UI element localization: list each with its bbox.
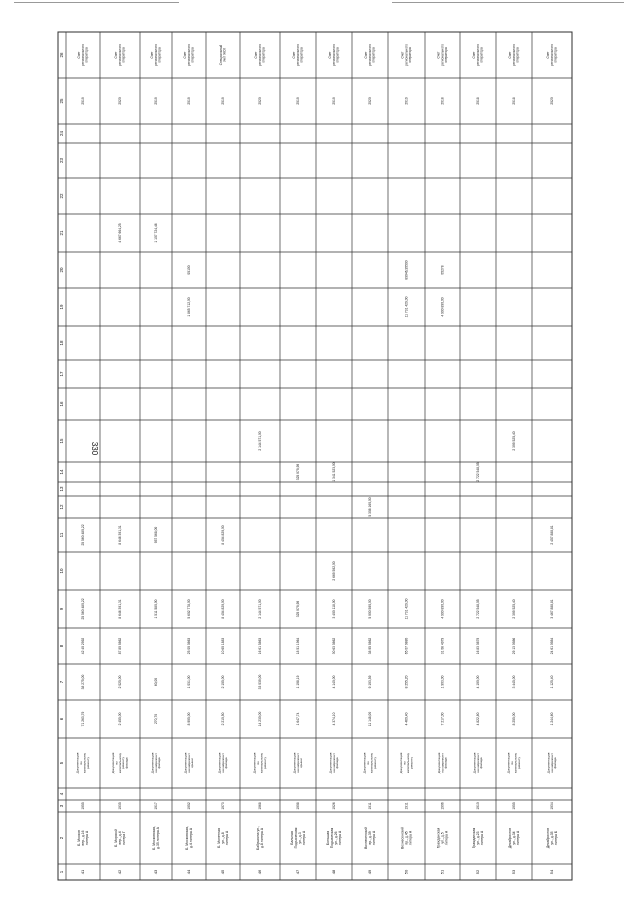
row-work-kind: фасада [157, 757, 162, 769]
row-funding-source: оператора [443, 47, 448, 63]
row-value-c7: 8 255,20 [404, 675, 409, 689]
row-address: литера Г [121, 831, 126, 845]
row-address: ул., д.8 [220, 832, 225, 844]
row-work-kind: ремонту [516, 757, 521, 769]
row-funding-source: Счет [508, 51, 513, 59]
row-funding-source: счет ЖСК [222, 47, 227, 63]
row-value-year: 1935 [117, 802, 122, 810]
row-value-c7: 1 198,19 [295, 675, 300, 689]
row-value-c15: 2 399 525,40 [511, 431, 516, 451]
header-number-9: 9 [59, 607, 65, 611]
row-value-c6: 71 263,79 [80, 711, 85, 727]
row-address: литера А [301, 830, 306, 846]
header-number-3: 3 [59, 804, 65, 808]
header-number-12: 12 [59, 504, 65, 510]
row-funding-source: оператора [407, 47, 412, 63]
row-value-c10: 2 669 592,00 [331, 561, 336, 581]
row-work-kind: на капремонт [549, 753, 554, 773]
row-number: 48 [331, 869, 337, 875]
row-address: ул., д.34 [511, 831, 516, 845]
row-funding-source: Счет [546, 51, 551, 59]
row-value-c8: 29 13 0986 [511, 637, 516, 655]
row-value-year: 1911 [404, 802, 409, 810]
row-value-c8: 10 60 1883 [220, 637, 225, 655]
row-address: литера А [408, 830, 413, 846]
row-funding-source: регионального [80, 44, 85, 66]
row-value-c7: 9 193,59 [367, 675, 372, 689]
row-value-c8: 65 07 0880 [404, 637, 409, 655]
header-number-14: 14 [59, 469, 65, 475]
row-funding-source: регионального [367, 44, 372, 66]
row-work-kind: Документация [362, 752, 367, 774]
row-work-kind: Документация [217, 752, 222, 774]
row-work-kind: ремонту [85, 757, 90, 769]
row-value-c7: 4 140,00 [331, 675, 336, 689]
row-address: ул., д.26 [333, 831, 338, 845]
row-value-c11: 25 560 480,22 [80, 524, 85, 546]
row-funding-source: регионального [331, 44, 336, 66]
row-funding-source: оператора [515, 47, 520, 63]
row-value-year: 1926 [331, 802, 336, 810]
row-address: ул., д.3 [297, 832, 302, 844]
row-work-kind: на капремонт [220, 753, 225, 773]
row-funding-source: Счет [436, 51, 441, 59]
row-value-c21: 4 667 664,25 [117, 223, 122, 243]
row-funding-source: оператора [479, 47, 484, 63]
row-work-kind: капитальному [406, 752, 411, 774]
row-work-kind: по [114, 761, 119, 765]
row-work-kind: капитальному [369, 752, 374, 774]
row-value-c20: 89046,95590 [404, 260, 409, 280]
row-value-year: 1955 [80, 802, 85, 810]
row-funding-source: Счет [114, 51, 119, 59]
row-address: ул., д.35 [549, 831, 554, 845]
row-address: Вознесенский [400, 827, 405, 849]
row-value-c9: 11 731 429,00 [404, 598, 409, 620]
row-value-c9: 8 646 391,31 [117, 599, 122, 619]
row-address: Б. Московская, [184, 826, 189, 850]
row-value-p: 2019 [153, 97, 158, 105]
row-value-c14: 1 341 523,00 [331, 462, 336, 482]
page-number: 330 [90, 441, 100, 456]
row-value-p: 2018 [440, 97, 445, 105]
row-value-c6: 14 230,00 [257, 711, 262, 727]
row-value-c6: 8 995,00 [186, 712, 191, 726]
header-number-6: 6 [59, 717, 65, 721]
row-value-c6: 4 822,80 [475, 712, 480, 726]
row-value-c12: 5 308 160,00 [367, 497, 372, 517]
row-number: 41 [80, 869, 86, 875]
row-value-c9: 25 560 480,22 [80, 598, 85, 620]
row-value-c7: 2 025,00 [117, 675, 122, 689]
row-value-c6: 4 460,40 [404, 712, 409, 726]
row-value-c7: 3 445,00 [511, 675, 516, 689]
row-value-c9: 2 722 548,05 [475, 599, 480, 619]
row-work-kind: Документация [436, 752, 441, 774]
row-value-c6: 7 217,00 [440, 712, 445, 726]
row-address: д.4 литера А [188, 828, 193, 848]
row-work-kind: Документация [252, 752, 257, 774]
row-value-year: 1955 [511, 802, 516, 810]
row-value-year: 1911 [367, 802, 372, 810]
row-address: Декабристов [545, 827, 550, 849]
row-address: пер., д.4 [117, 831, 122, 845]
row-funding-source: Специальный [219, 44, 224, 66]
header-number-20: 20 [59, 267, 65, 273]
row-address: пер., д.16 [80, 830, 85, 846]
row-value-c11: 2 457 888,81 [549, 525, 554, 545]
row-work-kind: фасада [124, 757, 129, 769]
row-value-c9: 3 467 888,81 [549, 599, 554, 619]
row-value-year: 1908 [295, 802, 300, 810]
row-value-p: 2018 [475, 97, 480, 105]
row-value-c6: 4 374,10 [331, 712, 336, 726]
header-number-25: 25 [59, 98, 65, 104]
row-funding-source: регионального [153, 44, 158, 66]
row-address: пр., д.45 [404, 831, 409, 845]
row-address: литера А [515, 830, 520, 846]
row-value-c9: 5 900 590,00 [367, 599, 372, 619]
row-work-kind: Документация [472, 752, 477, 774]
row-funding-source: регионального [440, 44, 445, 66]
row-address: ул., д.5 [440, 832, 445, 844]
row-work-kind: по [366, 761, 371, 765]
header-number-17: 17 [59, 371, 65, 377]
row-value-c7: 1 903,00 [440, 675, 445, 689]
row-value-c7: 2 105,00 [220, 675, 225, 689]
row-value-c6: 11 148,00 [367, 711, 372, 727]
row-number: 46 [257, 869, 263, 875]
row-value-c8: 38 95 9862 [367, 637, 372, 655]
row-work-kind: фасада [443, 757, 448, 769]
row-address: литера А [479, 830, 484, 846]
row-address: литера А [84, 830, 89, 846]
row-funding-source: регионального [475, 44, 480, 66]
row-number: 51 [439, 869, 445, 875]
row-value-p: 2020 [257, 97, 262, 105]
row-value-year: 1917 [153, 802, 158, 810]
row-value-p: 2019 [295, 97, 300, 105]
row-value-c6: 8 255,00 [511, 712, 516, 726]
row-funding-source: Счет [292, 51, 297, 59]
row-value-c7: 38 275,00 [80, 674, 85, 690]
row-funding-source: Счет [77, 51, 82, 59]
row-value-p: 2020 [367, 97, 372, 105]
row-value-c9: 1 511 580,00 [153, 599, 158, 619]
row-value-p: 2018 [511, 97, 516, 105]
row-work-kind: по [79, 761, 84, 765]
header-number-24: 24 [59, 130, 65, 137]
row-address: Б. Московская, [151, 826, 156, 850]
row-work-kind: капитальному [259, 752, 264, 774]
row-work-kind: фасада [553, 757, 558, 769]
header-number-13: 13 [59, 486, 65, 492]
row-funding-source: Счет [328, 51, 333, 59]
row-value-c11: 8 404 829,00 [220, 525, 225, 545]
row-work-kind: ремонту [372, 757, 377, 769]
row-funding-source: оператора [84, 47, 89, 63]
row-value-c8: 16 61 5863 [257, 637, 262, 655]
row-work-kind: Документация [75, 752, 80, 774]
row-funding-source: Счет [254, 51, 259, 59]
row-work-kind: Документация [111, 752, 116, 774]
row-value-c7: 1 125,40 [549, 675, 554, 689]
row-value-c9: 4 990 890,00 [440, 599, 445, 619]
row-funding-source: оператора [157, 47, 162, 63]
row-value-c9: 5 602 778,00 [186, 599, 191, 619]
row-value-c19: 4 990 890,00 [440, 297, 445, 317]
row-address: Б. Морской [113, 829, 118, 847]
row-funding-source: Счет [150, 51, 155, 59]
row-number: 53 [511, 869, 517, 875]
row-address: литера А [444, 830, 449, 846]
header-number-2: 2 [59, 836, 65, 840]
row-funding-source: Счет [472, 51, 477, 59]
row-address: Б. Москов [76, 830, 81, 846]
row-funding-source: оператора [335, 47, 340, 63]
row-address: Большая [326, 830, 331, 846]
row-work-kind: Документация [150, 752, 155, 774]
row-number: 47 [295, 869, 301, 875]
row-funding-source: Счет [400, 51, 405, 59]
header-number-4: 4 [59, 792, 65, 796]
header-number-21: 21 [59, 230, 65, 236]
row-value-c8: 18 51 1964 [295, 637, 300, 655]
row-work-kind: фасада [224, 757, 229, 769]
row-number: 44 [186, 869, 192, 875]
row-work-kind: по [510, 761, 515, 765]
row-value-year: 1910 [475, 802, 480, 810]
row-work-kind: на капремонт [475, 753, 480, 773]
row-work-kind: на капремонт [331, 753, 336, 773]
row-work-kind: по [256, 761, 261, 765]
row-funding-source: оператора [261, 47, 266, 63]
row-value-c6: 2 210,50 [220, 712, 225, 726]
row-value-p: 2019 [404, 97, 409, 105]
row-value-c9: 2 399 525,40 [511, 599, 516, 619]
row-number: 54 [549, 869, 555, 875]
row-funding-source: Счет [364, 51, 369, 59]
row-work-kind: капитальному [82, 752, 87, 774]
row-work-kind: ремонту [121, 757, 126, 769]
row-value-p: 2020 [549, 97, 554, 105]
row-value-c9: 8 404 829,00 [220, 599, 225, 619]
row-work-kind: капитальному [117, 752, 122, 774]
row-funding-source: регионального [295, 44, 300, 66]
row-address: Гражданская [436, 827, 441, 849]
row-address: ул., д.23 [475, 831, 480, 845]
row-address: Бальная [290, 831, 295, 845]
row-funding-source: регионального [257, 44, 262, 66]
row-value-c8: 25 00 0863 [186, 637, 191, 655]
header-number-15: 15 [59, 438, 65, 444]
row-value-p: 2019 [331, 97, 336, 105]
header-number-7: 7 [59, 680, 65, 684]
header-number-11: 11 [59, 532, 65, 538]
row-work-kind: Документация [546, 752, 551, 774]
row-work-kind: Документация [506, 752, 511, 774]
header-number-22: 22 [59, 193, 65, 199]
row-value-c11: 8 646 391,31 [117, 525, 122, 545]
row-funding-source: Счет [183, 51, 188, 59]
row-address: Декабристов [507, 827, 512, 849]
row-address: Подъяческая [293, 827, 298, 849]
row-value-c9: 3 400 118,00 [331, 599, 336, 619]
row-address: д.8 литера А [259, 828, 264, 848]
row-value-year: 1952 [186, 802, 191, 810]
row-work-kind: Документация [399, 752, 404, 774]
row-value-c9: 325 979,99 [295, 600, 300, 618]
row-funding-source: оператора [371, 47, 376, 63]
row-value-p: 2020 [117, 97, 122, 105]
header-number-19: 19 [59, 304, 65, 310]
row-work-kind: на капремонт [186, 753, 191, 773]
row-value-p: 2019 [186, 97, 191, 105]
row-funding-source: регионального [186, 44, 191, 66]
row-value-c8: 42 40 2992 [80, 637, 85, 655]
row-value-c14: 325 979,99 [295, 463, 300, 481]
row-number: 43 [153, 869, 159, 875]
row-work-kind: на капремонт [295, 753, 300, 773]
row-value-c8: 16 83 0879 [475, 637, 480, 655]
row-work-kind: на капремонт [440, 753, 445, 773]
row-value-c8: 87 80 9862 [117, 637, 122, 655]
row-value-c9: 2 144 571,00 [257, 599, 262, 619]
row-number: 49 [367, 869, 373, 875]
row-value-c15: 2 144 571,00 [257, 431, 262, 451]
row-funding-source: оператора [553, 47, 558, 63]
table-frame [58, 32, 572, 880]
row-number: 45 [220, 869, 226, 875]
row-work-kind: ремонту [409, 757, 414, 769]
row-funding-source: регионального [511, 44, 516, 66]
row-value-c8: 30 63 0862 [331, 637, 336, 655]
row-value-c11: 957 568,00 [153, 526, 158, 544]
row-value-c8: 24 61 0984 [549, 637, 554, 655]
header-number-23: 23 [59, 157, 65, 164]
row-value-year: 1934 [549, 802, 554, 810]
row-funding-source: оператора [190, 47, 195, 63]
row-value-c6: 1 647,74 [295, 712, 300, 726]
header-number-18: 18 [59, 340, 65, 346]
row-value-c6: 2 455,00 [117, 712, 122, 726]
row-value-c14: 2 722 548,05 [475, 462, 480, 482]
row-address: пр., д.39 [367, 831, 372, 845]
row-address: литера А [337, 830, 342, 846]
row-work-kind: капитальному [513, 752, 518, 774]
row-work-kind: крыши [299, 758, 304, 768]
row-value-c6: 1 244,60 [549, 712, 554, 726]
row-value-c20: 05278 [440, 265, 445, 275]
row-number: 42 [117, 869, 123, 875]
row-funding-source: регионального [404, 44, 409, 66]
row-number: 52 [475, 869, 481, 875]
header-number-16: 16 [59, 401, 65, 407]
header-number-10: 10 [59, 568, 65, 574]
row-address: Бабушкина ул., [255, 826, 260, 850]
row-value-p: 2019 [80, 97, 85, 105]
header-number-8: 8 [59, 644, 65, 648]
row-work-kind: крыши [190, 758, 195, 768]
row-work-kind: Документация [328, 752, 333, 774]
row-value-year: 1906 [440, 802, 445, 810]
row-work-kind: по [402, 761, 407, 765]
row-value-c8: 31 08 4979 [440, 637, 445, 655]
row-value-c19: 11 731 429,00 [404, 296, 409, 318]
row-value-c20: 05100 [186, 265, 191, 275]
row-address: литера А [371, 830, 376, 846]
row-value-c7: 33 039,00 [257, 674, 262, 690]
row-value-year: 1973 [220, 802, 225, 810]
row-work-kind: фасада [479, 757, 484, 769]
row-funding-source: регионального [117, 44, 122, 66]
row-funding-source: оператора [299, 47, 304, 63]
row-value-c7: 1 031,00 [186, 675, 191, 689]
row-work-kind: ремонту [262, 757, 267, 769]
row-value-c21: 1 107 724,46 [153, 223, 158, 243]
row-work-kind: Документация [183, 752, 188, 774]
row-number: 50 [403, 869, 409, 875]
row-value-p: 2019 [220, 97, 225, 105]
row-work-kind: на капремонт [153, 753, 158, 773]
row-address: Б. Монетная [216, 828, 221, 848]
row-value-c7: 60,00 [153, 677, 158, 687]
row-address: Подьяческая [329, 827, 334, 849]
row-value-c6: 270,70 [153, 713, 158, 725]
row-work-kind: Документация [292, 752, 297, 774]
row-address: литера А [224, 830, 229, 846]
header-number-5: 5 [59, 761, 65, 765]
header-number-26: 26 [59, 52, 65, 58]
row-address: литера Б [553, 830, 558, 846]
row-address: Вознесенский [363, 827, 368, 849]
row-value-c19: 1 865 712,00 [186, 297, 191, 317]
row-address: Гражданская [471, 827, 476, 849]
row-funding-source: регионального [549, 44, 554, 66]
row-funding-source: оператора [121, 47, 126, 63]
row-value-year: 1968 [257, 802, 262, 810]
row-value-c7: 4 190,00 [475, 675, 480, 689]
row-work-kind: фасада [335, 757, 340, 769]
row-address: д.35 литера А [155, 827, 160, 849]
header-number-1: 1 [59, 870, 65, 874]
